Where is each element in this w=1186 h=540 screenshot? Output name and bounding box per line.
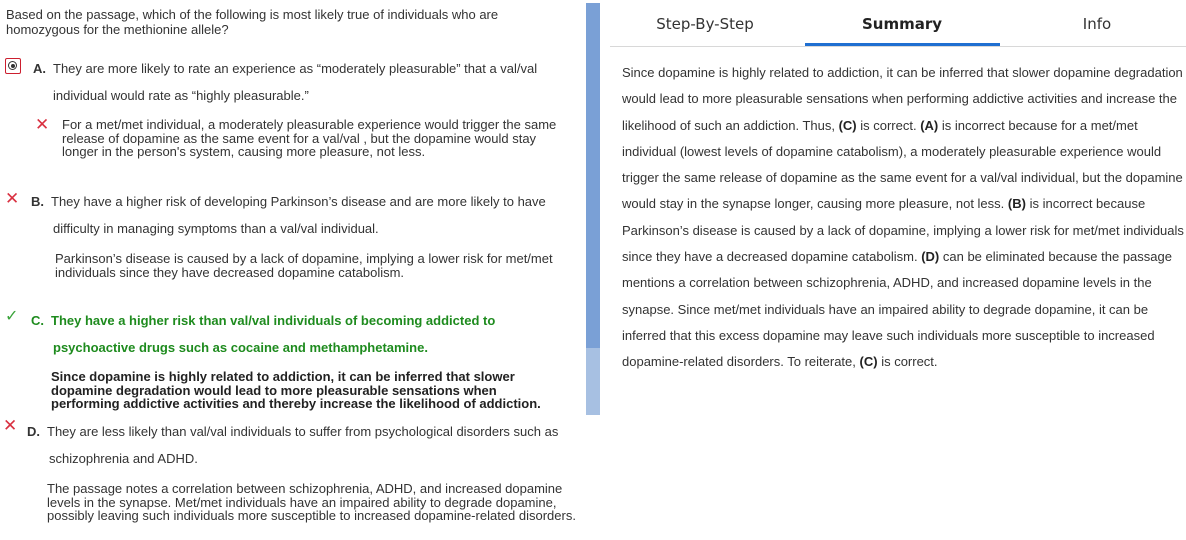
tab-step-by-step[interactable]: Step-By-Step xyxy=(656,15,754,33)
x-icon: ✕ xyxy=(5,189,20,209)
option-a-line2[interactable]: individual would rate as “highly pleasurable.” xyxy=(53,88,309,103)
check-icon: ✓ xyxy=(5,306,19,325)
option-b-line1[interactable]: B. They have a higher risk of developing Parkinson’s disease and are more likely to have xyxy=(31,194,546,209)
option-d-explanation: The passage notes a correlation between schizophrenia, ADHD, and increased dopamine levels in the synapse. Met/met individuals have an impaired ability to degrade dopamine, possibly leaving such individuals more susceptible to increased dopamine-related disorders. xyxy=(47,481,576,523)
option-c-line1[interactable]: C. They have a higher risk than val/val individuals of becoming addicted to xyxy=(31,313,496,328)
option-a-explanation: For a met/met individual, a moderately pleasurable experience would trigger the same release of dopamine as the same event for a val/val , but the dopamine would stay longer in the person's system, causing more pleasure, not less. xyxy=(62,117,557,159)
radio-selected-icon[interactable] xyxy=(5,58,21,74)
summary-text: Since dopamine is highly related to addiction, it can be inferred that slower dopamine degradation would lead to more pleasurable sensations when performing addictive activities and increase the likelihood of such an addiction. Thus, (C) is correct. (A) is incorrect because for a met/met individual (lowest levels of dopamine catabolism), a moderately pleasurable experience would trigger the same release of dopamine as the same event for a val/val individual, but the dopamine would stay in the synapse longer, causing more pleasure, not less. (B) is incorrect because Parkinson’s disease is caused by a lack of dopamine, implying a lower risk for met/met individuals since they have a decreased dopamine catabolism. (D) can be eliminated because the passage mentions a correlation between schizophrenia, ADHD, and increased dopamine levels in the synapse. Since met/met individuals have an impaired ability to degrade dopamine, it can be inferred that this excess dopamine may leave such individuals more susceptible to increased dopamine-related disorders. To reiterate, (C) is correct. xyxy=(622,65,1184,370)
option-c-line2[interactable]: psychoactive drugs such as cocaine and methamphetamine. xyxy=(53,340,428,355)
tab-info[interactable]: Info xyxy=(1082,15,1112,33)
option-c-explanation: Since dopamine is highly related to addiction, it can be inferred that slower dopamine degradation would lead to more pleasurable sensations when performing addictive activities and thereby increase the likelihood of addiction. xyxy=(51,369,541,411)
tab-bar xyxy=(610,0,1186,47)
scrollbar-thumb[interactable] xyxy=(586,3,600,348)
explanation-panel xyxy=(610,0,1186,540)
question-text: Based on the passage, which of the following is most likely true of individuals who are homozygous for the methionine allele? xyxy=(6,7,499,37)
option-a-line1[interactable]: A. They are more likely to rate an experience as “moderately pleasurable” that a val/val xyxy=(33,61,538,76)
tab-summary[interactable]: Summary xyxy=(861,15,943,33)
scrollbar[interactable] xyxy=(586,3,600,415)
option-d-line2[interactable]: schizophrenia and ADHD. xyxy=(49,451,198,466)
x-icon: ✕ xyxy=(3,416,18,436)
option-b-explanation: Parkinson’s disease is caused by a lack of dopamine, implying a lower risk for met/met individuals since they have decreased dopamine catabolism. xyxy=(55,251,553,280)
x-icon: ✕ xyxy=(35,115,50,135)
option-b-line2[interactable]: difficulty in managing symptoms than a val/val individual. xyxy=(53,221,379,236)
active-tab-indicator xyxy=(805,43,1000,46)
question-panel xyxy=(0,0,580,540)
option-d-line1[interactable]: D. They are less likely than val/val individuals to suffer from psychological disorders such as xyxy=(27,424,559,439)
